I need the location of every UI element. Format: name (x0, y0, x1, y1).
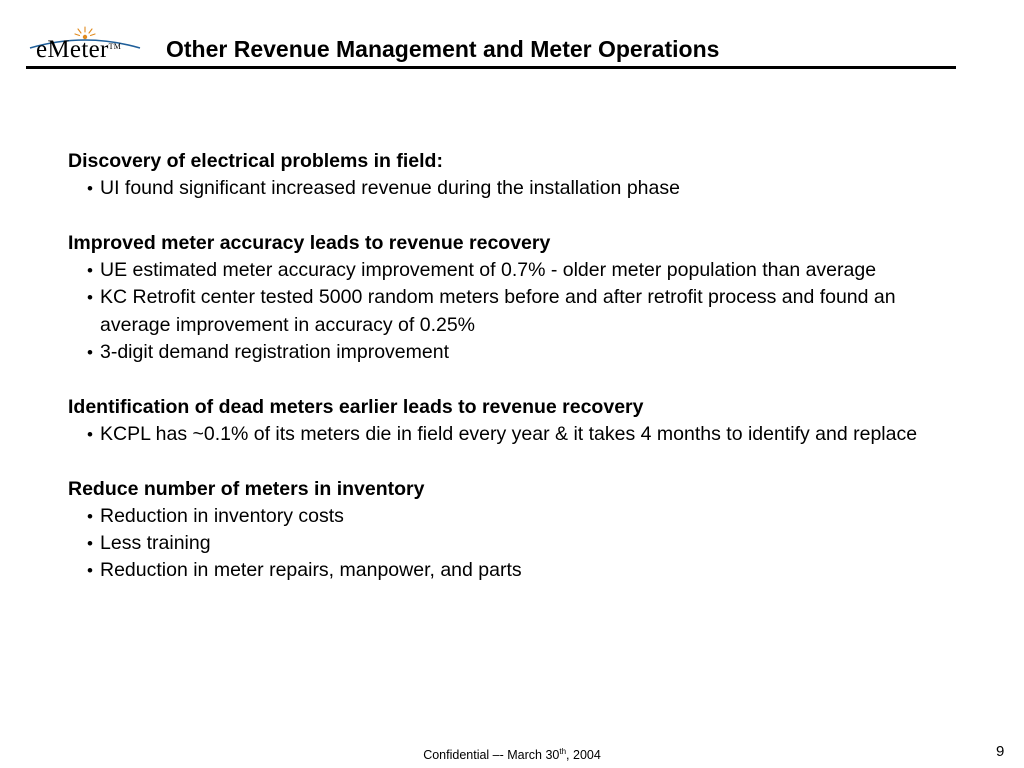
section-dead-meters (68, 394, 958, 449)
logo-wordmark: eMeter™ (36, 36, 122, 63)
section-heading: Identification of dead meters earlier leads to revenue recovery (68, 395, 644, 418)
bullet-item (68, 557, 958, 584)
section-meter-accuracy (68, 230, 958, 366)
bullet-text: Less training (100, 532, 211, 555)
bullet-item (68, 421, 958, 448)
bullet-item (68, 175, 958, 202)
footer-confidential: Confidential –- March 30th, 2004 (423, 747, 601, 763)
title-underline (26, 66, 956, 69)
bullet-text: Reduction in inventory costs (100, 504, 344, 527)
bullet-icon: • (87, 561, 93, 581)
bullet-item (68, 339, 958, 366)
slide-body (68, 148, 958, 585)
bullet-icon: • (87, 424, 93, 444)
slide-title: Other Revenue Management and Meter Operations (166, 36, 720, 62)
bullet-item (68, 530, 958, 557)
bullet-text: UE estimated meter accuracy improvement of 0.7% - older meter population than average (100, 259, 877, 282)
bullet-text: UI found significant increased revenue during the installation phase (100, 177, 680, 200)
bullet-icon: • (87, 261, 93, 281)
section-inventory (68, 476, 958, 585)
bullet-item (68, 257, 958, 284)
bullet-item (68, 284, 958, 339)
bullet-icon: • (87, 179, 93, 199)
section-heading: Reduce number of meters in inventory (68, 477, 425, 500)
bullet-icon: • (87, 506, 93, 526)
bullet-icon: • (87, 288, 93, 308)
bullet-icon: • (87, 343, 93, 363)
emeter-logo (27, 26, 147, 66)
section-heading: Discovery of electrical problems in field: (68, 150, 443, 172)
bullet-text: Reduction in meter repairs, manpower, and parts (100, 559, 522, 582)
section-electrical-problems (68, 148, 958, 203)
bullet-item (68, 503, 958, 530)
bullet-text: 3-digit demand registration improvement (100, 341, 450, 364)
bullet-icon: • (87, 534, 93, 554)
section-heading: Improved meter accuracy leads to revenue recovery (68, 231, 551, 254)
bullet-text: KCPL has ~0.1% of its meters die in field every year & it takes 4 months to identify and replace (100, 422, 918, 445)
bullet-text: KC Retrofit center tested 5000 random meters before and after retrofit process and found an average improvement in accuracy of 0.25% (100, 286, 896, 336)
page-number: 9 (996, 743, 1005, 760)
